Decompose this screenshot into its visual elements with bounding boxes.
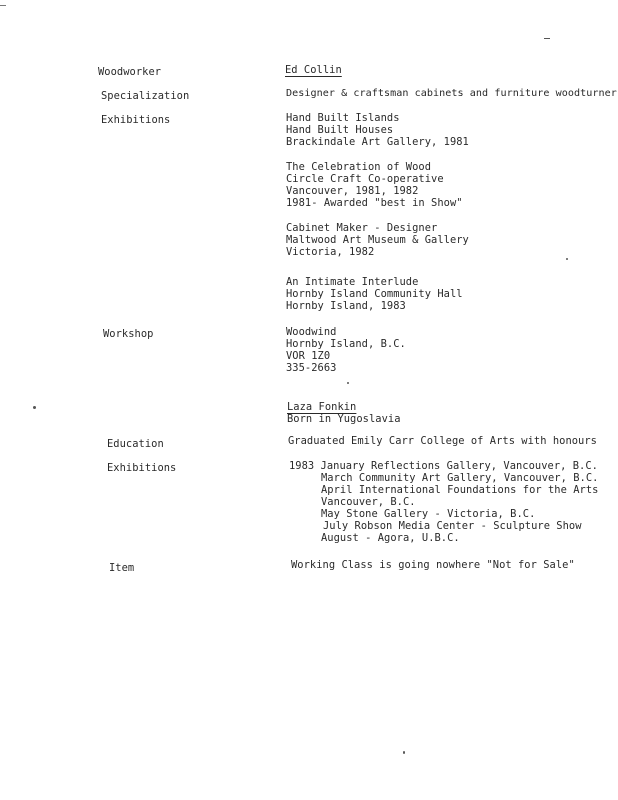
label-education: Education: [107, 438, 164, 450]
exhibition-line: April International Foundations for the Arts: [321, 484, 599, 496]
exhibition-line: Cabinet Maker - Designer: [286, 222, 438, 234]
exhibition-line: 1983 January Reflections Gallery, Vancouver, B.C.: [289, 460, 598, 472]
education-text: Graduated Emily Carr College of Arts with honours: [288, 435, 597, 447]
label-woodworker: Woodworker: [98, 66, 162, 78]
exhibition-line: Maltwood Art Museum & Gallery: [286, 234, 469, 246]
exhibition-line: Hand Built Islands: [286, 112, 400, 124]
workshop-line: Woodwind: [286, 326, 337, 338]
exhibition-line: August - Agora, U.B.C.: [321, 532, 460, 544]
exhibition-line: Brackindale Art Gallery, 1981: [286, 136, 469, 148]
specialization-text: Designer & craftsman cabinets and furniture woodturner: [286, 88, 617, 99]
exhibition-line: Vancouver, B.C.: [321, 496, 416, 508]
workshop-line: 335-2663: [286, 362, 337, 374]
workshop-line: Hornby Island, B.C.: [286, 338, 406, 350]
scan-speck: [403, 751, 405, 754]
exhibition-line: Hornby Island Community Hall: [286, 288, 463, 300]
workshop-line: VOR 1Z0: [286, 350, 331, 362]
exhibition-line: Hand Built Houses: [286, 124, 394, 136]
label-specialization: Specialization: [101, 90, 190, 102]
exhibition-line: Hornby Island, 1983: [286, 300, 406, 312]
exhibition-line: Vancouver, 1981, 1982: [286, 185, 419, 197]
exhibition-line: Circle Craft Co-operative: [286, 173, 444, 185]
exhibition-line: Victoria, 1982: [286, 246, 375, 258]
label-workshop: Workshop: [103, 328, 154, 340]
born-text: Born in Yugoslavia: [287, 413, 401, 425]
artist-name-ed: Ed Collin: [285, 64, 342, 76]
scan-speck: [33, 406, 36, 409]
exhibition-line: The Celebration of Wood: [286, 161, 432, 173]
exhibition-line: An Intimate Interlude: [286, 276, 419, 288]
exhibition-line: March Community Art Gallery, Vancouver, B.C.: [321, 472, 599, 484]
exhibition-line: July Robson Media Center - Sculpture Show: [323, 520, 582, 532]
label-exhibitions: Exhibitions: [107, 462, 177, 474]
scan-speck: [566, 258, 568, 260]
exhibition-line: 1981- Awarded "best in Show": [286, 197, 463, 209]
artist-name-laza: Laza Fonkin: [287, 401, 357, 413]
label-exhibitions: Exhibitions: [101, 114, 171, 126]
scan-mark: [0, 5, 6, 6]
label-item: Item: [109, 562, 135, 574]
scan-speck: [347, 382, 349, 384]
scan-speck: [544, 38, 550, 39]
exhibition-line: May Stone Gallery - Victoria, B.C.: [321, 508, 536, 520]
item-text: Working Class is going nowhere "Not for Sale": [291, 559, 575, 571]
